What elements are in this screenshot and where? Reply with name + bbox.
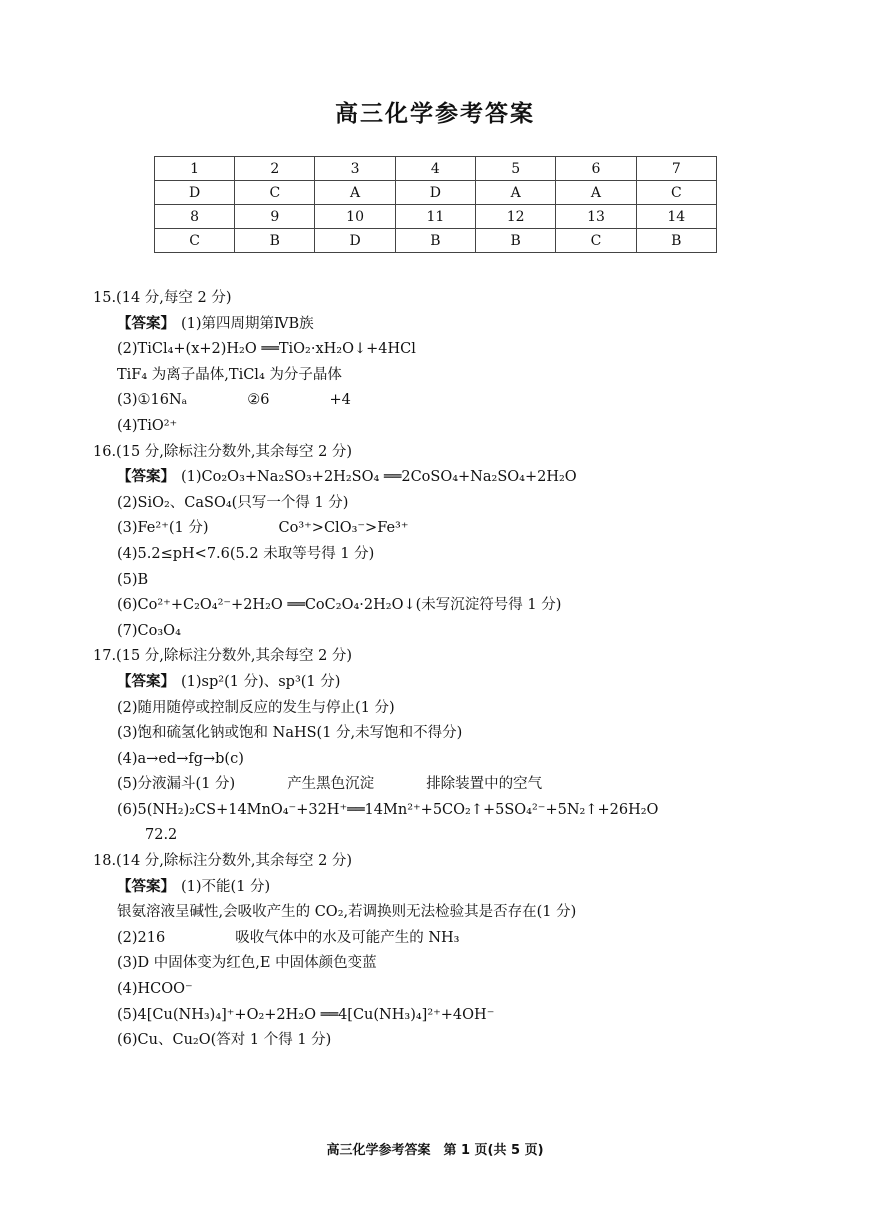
table-row — [155, 205, 717, 229]
question-18-answer-1: 【答案】 (1)不能(1 分) — [117, 878, 271, 895]
question-17-answer-4: (4)a→ed→fg→b(c) — [117, 750, 244, 767]
table-cell: 9 — [235, 205, 315, 229]
table-row — [155, 181, 717, 205]
question-17-answer-5: (5)分液漏斗(1 分) 产生黑色沉淀 排除装置中的空气 — [117, 776, 543, 793]
question-18-answer-5: (5)4[Cu(NH₃)₄]⁺+O₂+2H₂O ══4[Cu(NH₃)₄]²⁺+4OH⁻ — [117, 1006, 495, 1023]
table-row — [155, 229, 717, 253]
question-15-answer-2-note: TiF₄ 为离子晶体,TiCl₄ 为分子晶体 — [117, 366, 342, 383]
question-15-answer-1: 【答案】 (1)第四周期第ⅣB族 — [117, 315, 314, 332]
table-cell: D — [315, 229, 395, 253]
answer-tag: 【答案】 — [117, 469, 175, 486]
question-16-answer-4: (4)5.2≤pH<7.6(5.2 未取等号得 1 分) — [117, 545, 375, 562]
table-cell: 2 — [235, 157, 315, 181]
table-cell: B — [476, 229, 556, 253]
table-cell: D — [395, 181, 475, 205]
page-footer: 高三化学参考答案 第 1 页(共 5 页) — [326, 1143, 544, 1158]
question-18-answer-3: (3)D 中固体变为红色,E 中固体颜色变蓝 — [117, 955, 377, 972]
question-16-answer-7: (7)Co₃O₄ — [117, 622, 181, 639]
question-18-answer-4: (4)HCOO⁻ — [117, 981, 193, 998]
table-cell: 6 — [556, 157, 636, 181]
answer-content — [93, 286, 833, 1054]
question-17-answer-2: (2)随用随停或控制反应的发生与停止(1 分) — [117, 699, 395, 716]
table-cell: 7 — [636, 157, 716, 181]
answer-table — [154, 156, 717, 253]
question-15-answer-3: (3)①16Nₐ ②6 +4 — [117, 392, 351, 409]
question-16-answer-5: (5)B — [117, 571, 149, 588]
question-15-answer-2: (2)TiCl₄+(x+2)H₂O ══TiO₂·xH₂O↓+4HCl — [117, 341, 416, 358]
table-cell: 13 — [556, 205, 636, 229]
question-16-answer-2: (2)SiO₂、CaSO₄(只写一个得 1 分) — [117, 494, 349, 511]
question-16-answer-3: (3)Fe²⁺(1 分) Co³⁺>ClO₃⁻>Fe³⁺ — [117, 520, 409, 537]
answer-tag: 【答案】 — [117, 878, 175, 895]
table-cell: A — [556, 181, 636, 205]
question-15-answer-4: (4)TiO²⁺ — [117, 417, 178, 434]
table-cell: D — [155, 181, 235, 205]
table-cell: 3 — [315, 157, 395, 181]
table-cell: B — [395, 229, 475, 253]
question-17-answer-3: (3)饱和硫氢化钠或饱和 NaHS(1 分,未写饱和不得分) — [117, 725, 463, 742]
table-cell: 1 — [155, 157, 235, 181]
table-cell: 5 — [476, 157, 556, 181]
table-cell: 10 — [315, 205, 395, 229]
question-17-answer-6-value: 72.2 — [145, 827, 178, 844]
table-cell: A — [315, 181, 395, 205]
answer-tag: 【答案】 — [117, 673, 175, 690]
question-16-heading: 16.(15 分,除标注分数外,其余每空 2 分) — [93, 443, 353, 460]
question-17-answer-6: (6)5(NH₂)₂CS+14MnO₄⁻+32H⁺══14Mn²⁺+5CO₂↑+5SO₄²⁻+5N₂↑+26H₂O — [117, 801, 659, 818]
question-18-answer-2: (2)216 吸收气体中的水及可能产生的 NH₃ — [117, 929, 460, 946]
question-15-heading: 15.(14 分,每空 2 分) — [93, 290, 232, 306]
table-cell: C — [636, 181, 716, 205]
table-cell: 14 — [636, 205, 716, 229]
answer-tag: 【答案】 — [117, 315, 175, 332]
table-cell: 4 — [395, 157, 475, 181]
question-18-answer-1-reason: 银氨溶液呈碱性,会吸收产生的 CO₂,若调换则无法检验其是否存在(1 分) — [117, 904, 577, 921]
table-cell: B — [235, 229, 315, 253]
question-17-heading: 17.(15 分,除标注分数外,其余每空 2 分) — [93, 648, 353, 665]
table-cell: C — [155, 229, 235, 253]
page-title: 高三化学参考答案 — [335, 101, 535, 127]
table-cell: C — [235, 181, 315, 205]
table-cell: A — [476, 181, 556, 205]
table-cell: 11 — [395, 205, 475, 229]
question-16-answer-6: (6)Co²⁺+C₂O₄²⁻+2H₂O ══CoC₂O₄·2H₂O↓(未写沉淀符号得 1 分) — [117, 597, 562, 614]
question-16-answer-1: 【答案】 (1)Co₂O₃+Na₂SO₃+2H₂SO₄ ══2CoSO₄+Na₂SO₄+2H₂O — [117, 469, 577, 486]
table-cell: 12 — [476, 205, 556, 229]
question-17-answer-1: 【答案】 (1)sp²(1 分)、sp³(1 分) — [117, 673, 341, 690]
table-cell: C — [556, 229, 636, 253]
question-18-heading: 18.(14 分,除标注分数外,其余每空 2 分) — [93, 853, 353, 870]
question-18-answer-6: (6)Cu、Cu₂O(答对 1 个得 1 分) — [117, 1032, 332, 1049]
table-row — [155, 157, 717, 181]
table-cell: B — [636, 229, 716, 253]
table-cell: 8 — [155, 205, 235, 229]
